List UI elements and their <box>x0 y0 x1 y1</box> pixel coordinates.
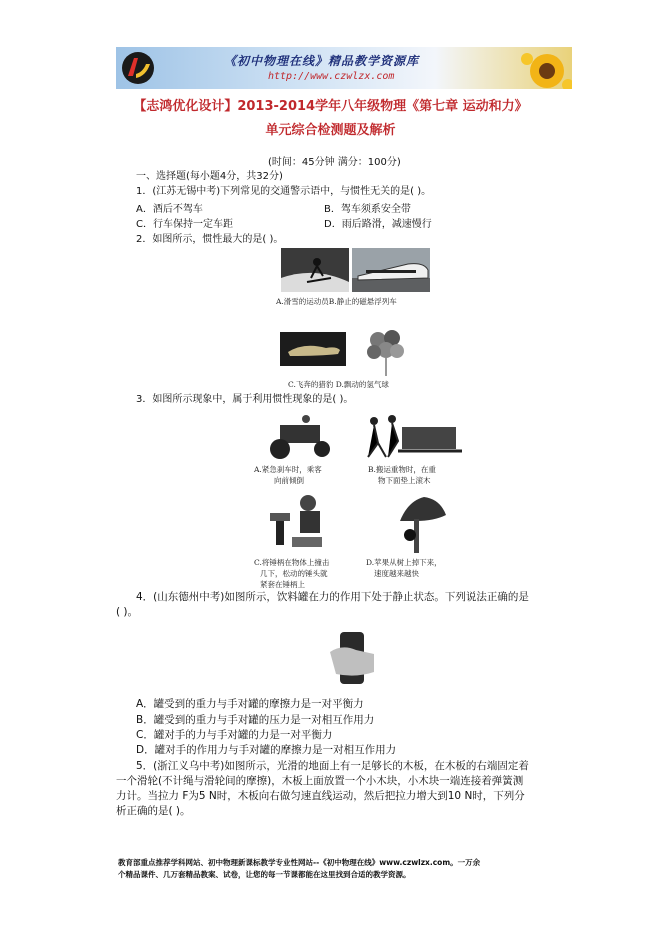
site-banner <box>116 47 572 89</box>
question-5-line2: 一个滑轮(不计绳与滑轮间的摩擦)，木板上面放置一个小木块，小木块一端连接着弹簧测 <box>116 775 524 787</box>
q1-option-a: A．酒后不驾车 <box>136 204 203 215</box>
falling-apple-illustration <box>380 491 456 555</box>
sunflower-image <box>521 51 572 89</box>
question-4-stem-cont: ( )。 <box>116 606 139 618</box>
q3-caption-c-line3: 紧套在锤柄上 <box>260 580 305 589</box>
document-subtitle: 单元综合检测题及解析 <box>265 123 396 138</box>
q1-option-c: C．行车保持一定车距 <box>136 219 233 230</box>
q3-caption-c-line2: 几下，松动的锤头就 <box>260 569 328 578</box>
q3-caption-d-line1: D.苹果从树上掉下来， <box>366 558 442 567</box>
question-5-line3: 力计。当拉力 F为5 N时，木板向右做匀速直线运动，然后把拉力增大到10 N时，下列分 <box>116 790 525 802</box>
q3-caption-b-line2: 物下面垫上滚木 <box>378 476 431 485</box>
q4-option-d: D．罐对手的作用力与手对罐的摩擦力是一对相互作用力 <box>136 744 397 756</box>
q4-option-b: B．罐受到的重力与手对罐的压力是一对相互作用力 <box>136 714 375 726</box>
braking-tractor-illustration <box>258 411 340 461</box>
q3-caption-d-line2: 速度越来越快 <box>374 569 419 578</box>
question-2-stem: 2．如图所示，惯性最大的是( )。 <box>136 234 284 245</box>
q3-caption-b-line1: B.搬运重物时，在重 <box>368 465 436 474</box>
q4-option-c: C．罐对手的力与手对罐的力是一对平衡力 <box>136 729 333 741</box>
maglev-train-photo <box>352 248 430 292</box>
section-heading: 一、选择题(每小题4分，共32分) <box>136 171 283 182</box>
skier-photo <box>281 248 349 292</box>
cheetah-photo <box>280 332 346 366</box>
question-1-stem: 1．(江苏无锡中考)下列常见的交通警示语中，与惯性无关的是( )。 <box>136 186 432 197</box>
question-5-line4: 析正确的是( )。 <box>116 805 191 817</box>
footer-line-1: 教育部重点推荐学科网站、初中物理新课标教学专业性网站--《初中物理在线》www.czwlzx.com。一万余 <box>118 858 481 867</box>
document-title: 【志鸿优化设计】2013-2014学年八年级物理《第七章 运动和力》 <box>133 99 528 114</box>
time-info: (时间：45分钟 满分：100分) <box>268 157 401 168</box>
moving-heavy-object-illustration <box>358 411 468 461</box>
banner-url[interactable]: http://www.czwlzx.com <box>268 71 395 82</box>
balloons-photo <box>366 328 406 376</box>
q3-caption-c-line1: C.将锤柄在物体上撞击 <box>254 558 330 567</box>
q3-caption-a-line1: A.紧急刹车时，乘客 <box>254 465 322 474</box>
q3-caption-a-line2: 向前倾倒 <box>274 476 304 485</box>
question-3-stem: 3．如图所示现象中，属于利用惯性现象的是( )。 <box>136 394 354 405</box>
q1-option-d: D．雨后路滑，减速慢行 <box>324 219 432 230</box>
question-5-line1: 5．(浙江义乌中考)如图所示，光滑的地面上有一足够长的木板，在木板的右端固定着 <box>136 760 529 772</box>
banner-title: 《初中物理在线》精品教学资源库 <box>224 54 420 68</box>
footer-line-2: 个精品课件、几万套精品教案、试卷，让您的每一节课都能在这里找到合适的教学资源。 <box>118 870 411 879</box>
q2-caption-cd: C.飞奔的猎豹 D.飘动的氢气球 <box>288 380 389 389</box>
question-4-stem: 4．(山东德州中考)如图所示，饮料罐在力的作用下处于静止状态。下列说法正确的是 <box>136 591 529 603</box>
site-logo-icon <box>120 50 156 86</box>
hammer-illustration <box>262 489 344 551</box>
hand-holding-can-photo <box>326 628 380 690</box>
q4-option-a: A．罐受到的重力与手对罐的摩擦力是一对平衡力 <box>136 698 364 710</box>
q2-caption-ab: A.滑雪的运动员B.静止的磁悬浮列车 <box>276 297 397 306</box>
q1-option-b: B．驾车须系安全带 <box>324 204 411 215</box>
